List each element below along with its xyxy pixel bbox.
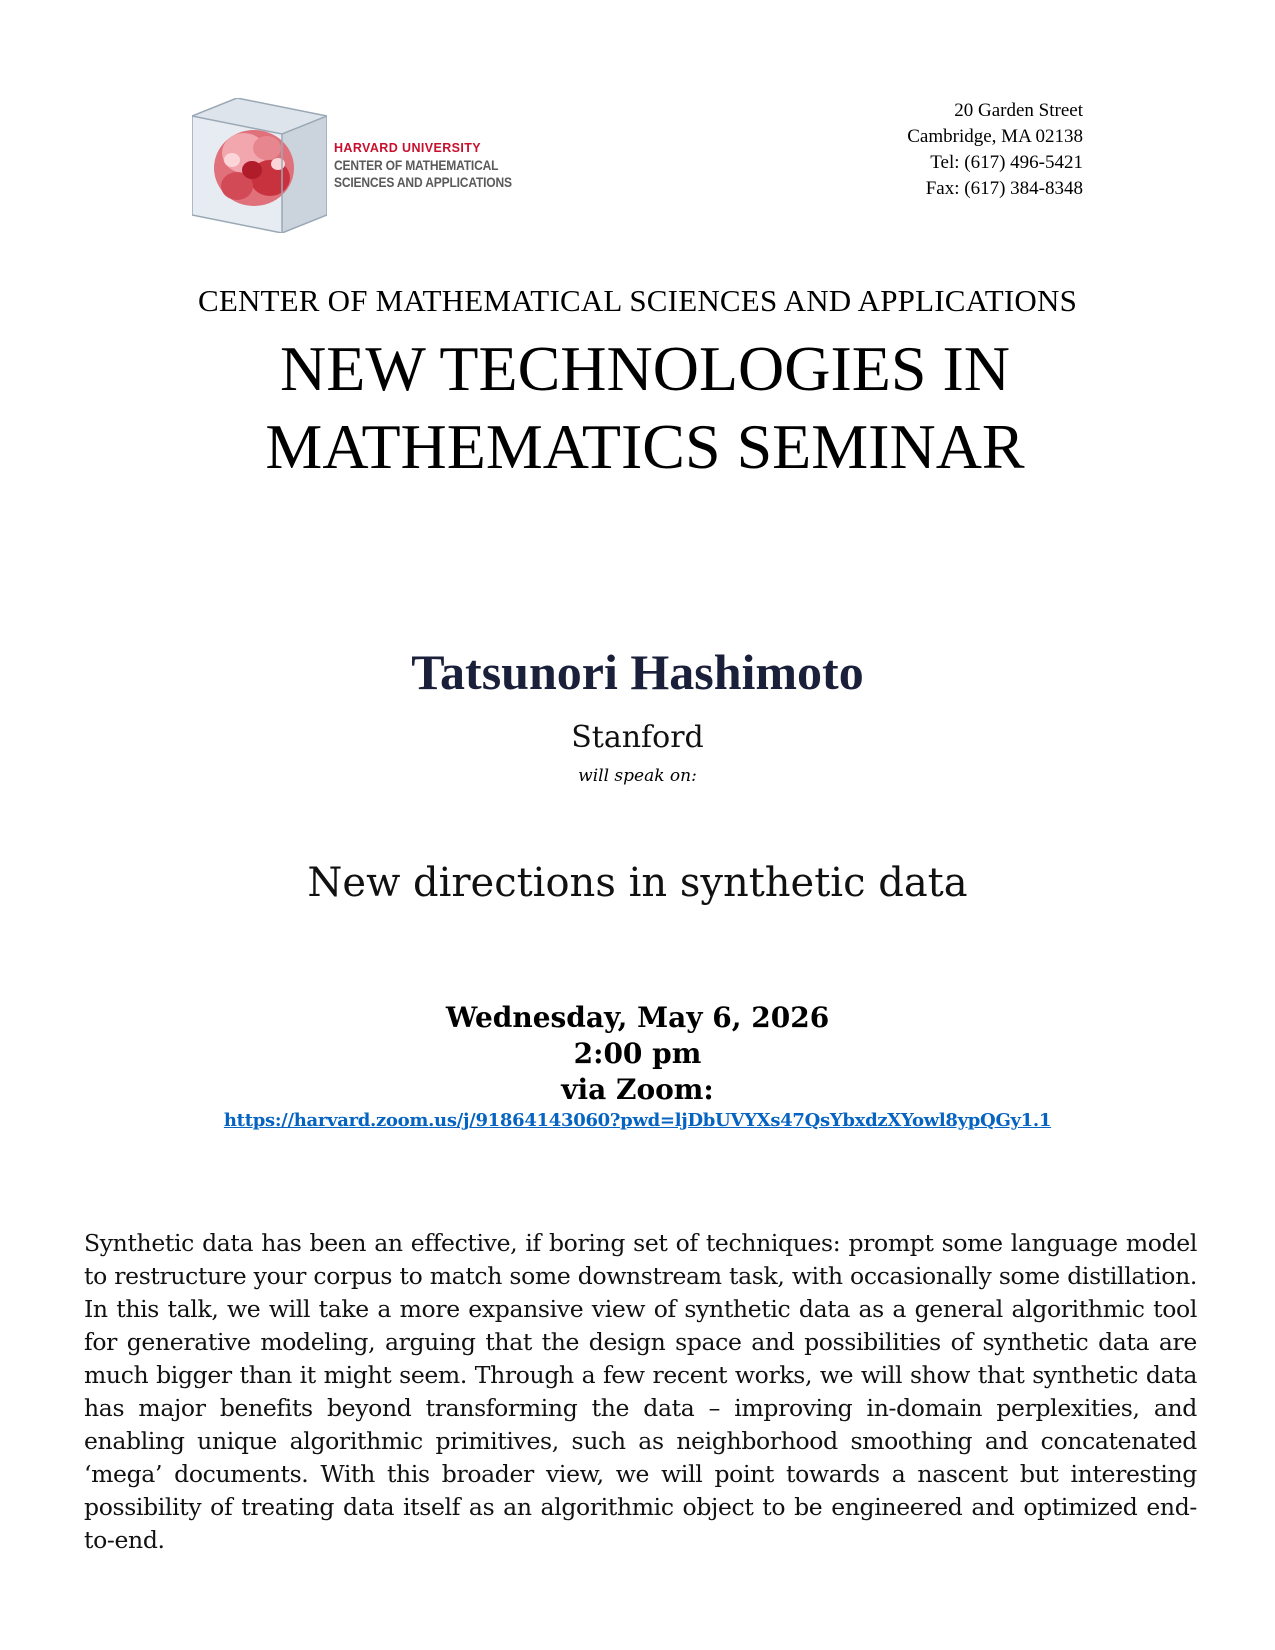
seminar-title (0, 330, 1275, 486)
event-time: 2:00 pm (573, 1037, 702, 1070)
event-details (0, 1000, 1275, 1108)
seminar-title-line2: MATHEMATICS SEMINAR (265, 411, 1025, 482)
address-fax: Fax: (617) 384-8348 (925, 178, 1083, 199)
logo-center-text: CENTER OF MATHEMATICAL (334, 157, 499, 173)
zoom-link[interactable]: https://harvard.zoom.us/j/91864143060?pwd=ljDbUVYXs47QsYbxdzXYowl8ypQGy1.1 (223, 1110, 1052, 1131)
address-city: Cambridge, MA 02138 (907, 126, 1083, 147)
abstract-paragraph: Synthetic data has been an effective, if boring set of techniques: prompt some language model to restructure your corpus to match some downstream task, with occasionally some distillation. In this talk, we will take a more expansive view of synthetic data as a general algorithmic tool for generative modeling, arguing that the design space and possibilities of synthetic data are much bigger than it might seem. Through a few recent works, we will show that synthetic data has major benefits beyond transforming the data – improving in-domain perplexities, and enabling unique algorithmic primitives, such as neighborhood smoothing and concatenated ‘mega’ documents. With this broader view, we will point towards a nascent but interesting possibility of treating data itself as an algorithmic object to be engineered and optimized end-to-end. (84, 1229, 1197, 1554)
speaker-name: Tatsunori Hashimoto (411, 644, 864, 700)
zoom-link-container (0, 1110, 1275, 1131)
speaker-affiliation: Stanford (571, 720, 704, 755)
cmsa-logo (192, 98, 512, 233)
will-speak-label: will speak on: (578, 766, 697, 786)
logo-harvard-text: HARVARD UNIVERSITY (334, 141, 482, 155)
talk-title: New directions in synthetic data (307, 860, 968, 906)
center-name-heading: CENTER OF MATHEMATICAL SCIENCES AND APPLICATIONS (197, 283, 1078, 318)
seminar-title-line1: NEW TECHNOLOGIES IN (280, 333, 1010, 404)
address-tel: Tel: (617) 496-5421 (930, 152, 1083, 173)
address-street: 20 Garden Street (954, 100, 1083, 121)
cube-sculpture-logo-icon (192, 98, 327, 233)
event-venue: via Zoom: (561, 1073, 714, 1106)
address-block (907, 98, 1083, 202)
event-date: Wednesday, May 6, 2026 (445, 1001, 830, 1034)
logo-sciences-text: SCIENCES AND APPLICATIONS (334, 174, 512, 190)
